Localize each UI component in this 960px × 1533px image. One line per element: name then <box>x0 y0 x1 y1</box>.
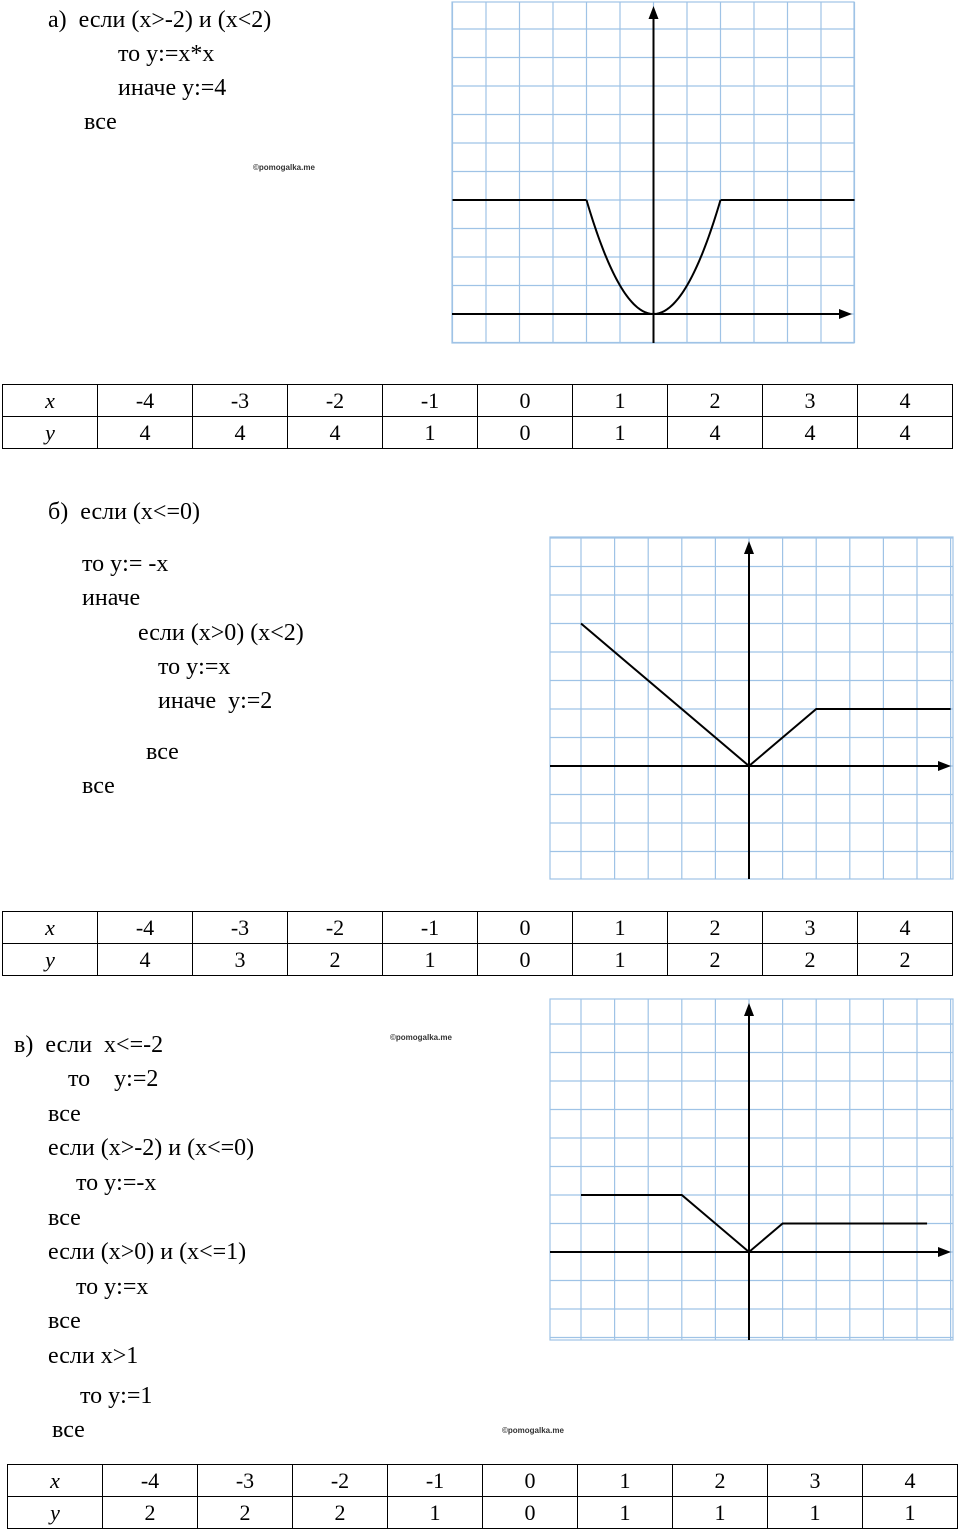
code-line-c-5: то y:=-x <box>76 1170 157 1196</box>
code-line-b-5: то y:=x <box>158 654 231 680</box>
table-cell: x <box>8 1465 103 1497</box>
table-cell: -4 <box>98 385 193 417</box>
code-line-a-2: то y:=x*x <box>118 41 215 67</box>
table-cell: 3 <box>768 1465 863 1497</box>
table-cell: 0 <box>478 417 573 449</box>
grid-border <box>550 999 953 1340</box>
table-cell: -1 <box>383 385 478 417</box>
table-cell: -3 <box>198 1465 293 1497</box>
table-cell: 1 <box>578 1497 673 1529</box>
table-row <box>3 944 953 976</box>
code-line-c-11: то y:=1 <box>80 1383 153 1409</box>
table-cell: 1 <box>573 385 668 417</box>
table-cell: y <box>3 417 98 449</box>
table-cell: 1 <box>578 1465 673 1497</box>
table-cell: 4 <box>288 417 383 449</box>
x-axis-arrow <box>938 1247 951 1257</box>
table-cell: -2 <box>288 912 383 944</box>
table-cell: 4 <box>858 417 953 449</box>
code-line-c-3: все <box>48 1101 81 1127</box>
code-line-b-6: иначе y:=2 <box>158 688 273 714</box>
table-cell: 4 <box>858 385 953 417</box>
table-cell: 1 <box>573 944 668 976</box>
table-cell: 1 <box>388 1497 483 1529</box>
table-cell: 2 <box>103 1497 198 1529</box>
table-cell: -3 <box>193 912 288 944</box>
table-cell: 4 <box>98 417 193 449</box>
table-cell: 2 <box>668 385 763 417</box>
table-cell: 4 <box>858 912 953 944</box>
code-line-a-4: все <box>84 109 117 135</box>
table-cell: 4 <box>193 417 288 449</box>
code-line-a-3: иначе y:=4 <box>118 75 227 101</box>
table-cell: 0 <box>483 1465 578 1497</box>
table-row <box>8 1497 958 1529</box>
table-cell: 2 <box>668 944 763 976</box>
table-cell: -1 <box>383 912 478 944</box>
table-cell: 3 <box>763 385 858 417</box>
table-cell: 0 <box>478 944 573 976</box>
table-cell: 0 <box>483 1497 578 1529</box>
code-line-c-9: все <box>48 1308 81 1334</box>
watermark: ©pomogalka.me <box>253 163 315 172</box>
watermark: ©pomogalka.me <box>502 1426 564 1435</box>
table-cell: 1 <box>863 1497 958 1529</box>
watermark: ©pomogalka.me <box>390 1033 452 1042</box>
code-line-c-12: все <box>52 1417 85 1443</box>
code-line-c-7: если (x>0) и (x<=1) <box>48 1239 247 1265</box>
table-cell: x <box>3 912 98 944</box>
table-cell: 3 <box>193 944 288 976</box>
table-cell: 1 <box>573 912 668 944</box>
table-cell: 2 <box>198 1497 293 1529</box>
code-line-b-7: все <box>146 739 179 765</box>
table-cell: 3 <box>763 912 858 944</box>
table-cell: 0 <box>478 385 573 417</box>
table-cell: -3 <box>193 385 288 417</box>
code-line-c-6: все <box>48 1205 81 1231</box>
table-cell: 4 <box>763 417 858 449</box>
code-line-a-1: а) если (x>-2) и (x<2) <box>48 7 272 33</box>
table-cell: x <box>3 385 98 417</box>
y-axis-arrow <box>744 1003 754 1016</box>
table-cell: y <box>8 1497 103 1529</box>
table-cell: 2 <box>293 1497 388 1529</box>
code-line-b-3: иначе <box>82 585 141 611</box>
table-cell: -2 <box>293 1465 388 1497</box>
table-cell: -1 <box>388 1465 483 1497</box>
table-row <box>3 417 953 449</box>
table-cell: -4 <box>103 1465 198 1497</box>
code-line-c-8: то y:=x <box>76 1274 149 1300</box>
table-row <box>3 912 953 944</box>
code-line-b-4: если (x>0) (x<2) <box>138 620 304 646</box>
code-line-b-8: все <box>82 773 115 799</box>
table-cell: -4 <box>98 912 193 944</box>
table-cell: 2 <box>858 944 953 976</box>
table-cell: 4 <box>98 944 193 976</box>
code-line-b-2: то y:= -x <box>82 551 169 577</box>
table-cell: 0 <box>478 912 573 944</box>
table-cell: 1 <box>573 417 668 449</box>
table-cell: 1 <box>383 417 478 449</box>
table-cell: 1 <box>673 1497 768 1529</box>
table-cell: 4 <box>668 417 763 449</box>
values-table-b <box>2 911 953 976</box>
table-cell: 1 <box>768 1497 863 1529</box>
code-line-c-2: то y:=2 <box>68 1066 159 1092</box>
table-cell: 4 <box>863 1465 958 1497</box>
table-cell: 2 <box>668 912 763 944</box>
table-cell: -2 <box>288 385 383 417</box>
code-line-c-10: если x>1 <box>48 1343 139 1369</box>
code-line-c-1: в) если x<=-2 <box>14 1032 164 1058</box>
table-cell: 1 <box>383 944 478 976</box>
values-table-c <box>7 1464 958 1529</box>
table-cell: 2 <box>763 944 858 976</box>
table-cell: 2 <box>673 1465 768 1497</box>
code-line-b-1: б) если (x<=0) <box>48 499 200 525</box>
table-row <box>8 1465 958 1497</box>
table-cell: y <box>3 944 98 976</box>
table-row <box>3 385 953 417</box>
values-table-a <box>2 384 953 449</box>
code-line-c-4: если (x>-2) и (x<=0) <box>48 1135 255 1161</box>
table-cell: 2 <box>288 944 383 976</box>
